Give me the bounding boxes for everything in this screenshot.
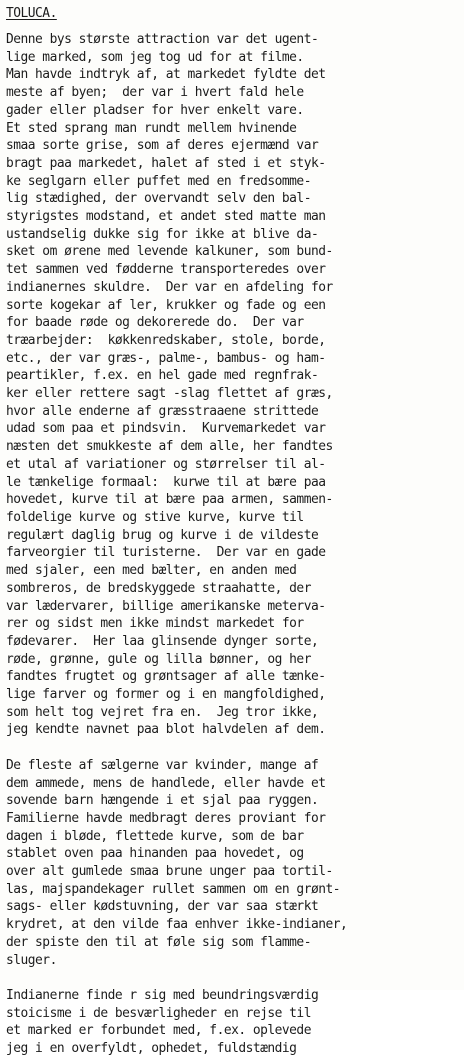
text-line: regulært daglig brug og kurve i de vildeste — [6, 527, 319, 543]
text-line: et marked er forbundet med, f.ex. oplevede — [6, 1023, 311, 1039]
text-line: næsten det smukkeste af dem alle, her fandtes — [6, 439, 333, 455]
text-line: sovende barn hængende i et sjal paa ryggen. — [6, 793, 319, 809]
text-line: ker eller rettere sagt -slag flettet af græs, — [6, 386, 333, 402]
text-line: styrigstes modstand, et andet sted matte man — [6, 209, 326, 225]
text-line: etc., der var græs-, palme-, bambus- og ham- — [6, 350, 326, 366]
text-line: lige marked, som jeg tog ud for at filme. — [6, 49, 304, 65]
text-line: ke seglgarn eller puffet med en fredsomme- — [6, 173, 311, 189]
paragraph — [6, 757, 464, 969]
text-line: jeg i en overfyldt, ophedet, fuldstændig — [6, 1041, 297, 1057]
text-line: Familierne havde medbragt deres proviant for — [6, 810, 326, 826]
text-line: Denne bys største attraction var det ugent- — [6, 32, 319, 47]
paragraph-gap — [6, 969, 464, 987]
text-line: sket om ørene med levende kalkuner, som bund- — [6, 244, 333, 260]
text-line: dem ammede, mens de handlede, eller havde et — [6, 775, 326, 791]
text-line: sombreros, de bredskyggede straahatte, der — [6, 580, 311, 596]
text-line: fødevarer. Her laa glinsende dynger sorte, — [6, 633, 319, 649]
text-line: var lædervarer, billige amerikanske metervа- — [6, 598, 326, 614]
text-line: krydret, at den vilde faa enhver ikke-indianer, — [6, 917, 348, 933]
text-line: las, majspandekager rullet sammen om en grønt- — [6, 881, 340, 897]
text-line: som helt tog vejret fra en. Jeg tror ikke, — [6, 704, 319, 720]
text-line: sluger. — [6, 952, 57, 968]
text-line: stablet oven paa hinanden paa hovedet, og — [6, 846, 304, 862]
text-line: gader eller pladser for hver enkelt vare. — [6, 102, 304, 118]
paragraph — [6, 31, 464, 739]
text-line: træarbejder: køkkenredskaber, stole, borde, — [6, 332, 326, 348]
text-line: udad som paa et pindsvin. Kurvemarkedet var — [6, 421, 326, 437]
text-line: fandtes frugtet og grøntsager af alle tænke- — [6, 669, 326, 685]
text-line: lig stædighed, der overvandt selv den bal- — [6, 191, 311, 207]
text-line: stoicisme i de besværligheder en rejse til — [6, 1005, 311, 1021]
document-title: TOLUCA. — [6, 6, 57, 21]
text-line: for baade røde og dekorerede do. Der var — [6, 315, 304, 331]
text-line: der spiste den til at føle sig som flamme- — [6, 934, 311, 950]
text-line: tet sammen ved fødderne transporteredes over — [6, 262, 326, 278]
text-line: et utal af variationer og størrelser til al- — [6, 456, 326, 472]
text-line: sags- eller kødstuvning, der var saa stærkt — [6, 899, 319, 915]
text-line: smaa sorte grise, som af deres ejermænd var — [6, 138, 319, 154]
text-line: peartikler, f.ex. en hel gade med regnfrak- — [6, 368, 319, 384]
text-line: foldelige kurve og stive kurve, kurve til — [6, 509, 304, 525]
text-line: Indianerne finde r sig med beundringsværdig — [6, 987, 319, 1003]
text-line: dagen i bløde, flettede kurve, som de bar — [6, 828, 304, 844]
text-line: le tænkelige formaal: kurwe til at bære paa — [6, 474, 326, 490]
paragraph — [6, 987, 464, 1058]
paragraph-gap — [6, 739, 464, 757]
text-line: farveorgier til turisterne. Der var en gade — [6, 545, 326, 561]
text-line: indianernes skuldre. Der var en afdeling for — [6, 279, 333, 295]
text-line: røde, grønne, gule og lilla bønner, og her — [6, 651, 311, 667]
text-line: sorte kogekar af ler, krukker og fade og een — [6, 297, 326, 313]
text-line: over alt gumlede smaa brune unger paa tortil- — [6, 864, 333, 880]
text-line: hovedet, kurve til at bære paa armen, sammen- — [6, 492, 333, 508]
text-line: Et sted sprang man rundt mellem hvinende — [6, 120, 297, 136]
text-line: rer og sidst men ikke mindst markedet for — [6, 616, 304, 632]
document-body — [6, 31, 464, 1058]
text-line: ustandselig dukke sig for ikke at blive da- — [6, 226, 319, 242]
text-line: med sjaler, een med bælter, en anden med — [6, 563, 297, 579]
title-block — [6, 4, 464, 31]
text-line: jeg kendte navnet paa blot halvdelen af dem. — [6, 722, 326, 738]
text-line: bragt paa markedet, halet af sted i et styk- — [6, 155, 326, 171]
text-line: De fleste af sælgerne var kvinder, mange af — [6, 757, 319, 773]
text-line: Man havde indtryk af, at markedet fyldte det — [6, 67, 326, 83]
text-line: lige farver og former og i en mangfoldighed, — [6, 687, 326, 703]
text-line: hvor alle enderne af græsstraaene strittede — [6, 403, 319, 419]
text-line: meste af byen; der var i hvert fald hele — [6, 85, 304, 101]
